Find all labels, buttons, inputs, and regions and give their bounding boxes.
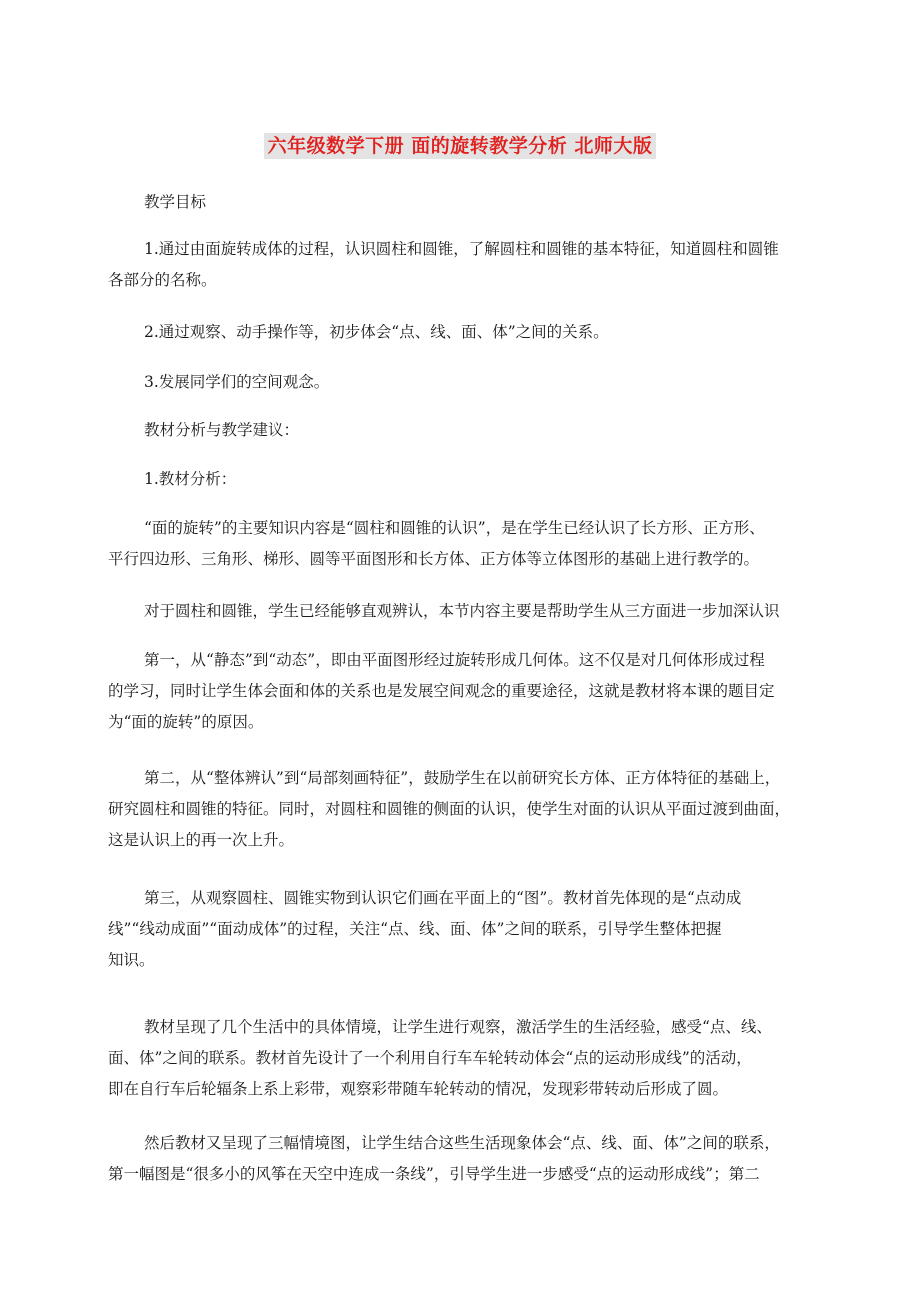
paragraph-three-pictures	[108, 1128, 813, 1190]
paragraph-line: 知识。	[108, 951, 155, 969]
paragraph-line: 第二，从“整体辨认”到“局部刻画特征”，鼓励学生在以前研究长方体、正方体特征的基础上，	[144, 769, 781, 787]
document-title	[0, 133, 920, 160]
paragraph-line: 这是认识上的再一次上升。	[108, 831, 295, 849]
paragraph-line: 第一，从“静态”到“动态”，即由平面图形经过旋转形成几何体。这不仅是对几何体形成过程	[144, 651, 765, 669]
document-title-text: 六年级数学下册 面的旋转教学分析 北师大版	[264, 133, 657, 159]
paragraph-line: 线”“线动成面”“面动成体”的过程，关注“点、线、面、体”之间的联系，引导学生整体把握	[108, 920, 722, 938]
paragraph-line: 的学习，同时让学生体会面和体的关系也是发展空间观念的重要途径，这就是教材将本课的题目定	[108, 682, 775, 700]
paragraph-line: 第一幅图是“很多小的风筝在天空中连成一条线”，引导学生进一步感受“点的运动形成线”；第二	[108, 1165, 760, 1183]
paragraph-line: 第三，从观察圆柱、圆锥实物到认识它们画在平面上的“图”。教材首先体现的是“点动成	[144, 889, 742, 907]
paragraph-analysis-subheading	[108, 464, 849, 495]
paragraph-goal-3	[108, 367, 849, 398]
paragraph-line: 对于圆柱和圆锥，学生已经能够直观辨认，本节内容主要是帮助学生从三方面进一步加深认识	[144, 602, 780, 620]
paragraph-content-overview	[108, 513, 813, 575]
paragraph-line: 平行四边形、三角形、梯形、圆等平面图形和长方体、正方体等立体图形的基础上进行教学的。	[108, 550, 760, 568]
paragraph-goal-1	[108, 234, 813, 296]
paragraph-line: 教材呈现了几个生活中的具体情境，让学生进行观察，激活学生的生活经验，感受“点、线、	[144, 1018, 772, 1036]
paragraph-line: 教材分析与教学建议：	[144, 421, 300, 439]
paragraph-goal-2	[108, 317, 849, 348]
paragraph-three-aspects	[108, 596, 849, 627]
paragraph-line: 1.通过由面旋转成体的过程，认识圆柱和圆锥，了解圆柱和圆锥的基本特征，知道圆柱和圆锥	[144, 240, 779, 258]
paragraph-aspect-2	[108, 763, 813, 856]
paragraph-aspect-3	[108, 883, 813, 976]
paragraph-aspect-1	[108, 645, 813, 738]
paragraph-line: 2.通过观察、动手操作等，初步体会“点、线、面、体”之间的关系。	[144, 323, 609, 341]
paragraph-teaching-goals-heading	[108, 187, 849, 218]
paragraph-line: 研究圆柱和圆锥的特征。同时，对圆柱和圆锥的侧面的认识，使学生对面的认识从平面过渡到曲面，	[108, 800, 791, 818]
paragraph-life-situations	[108, 1012, 813, 1105]
paragraph-line: “面的旋转”的主要知识内容是“圆柱和圆锥的认识”，是在学生已经认识了长方形、正方形、	[144, 519, 765, 537]
paragraph-line: 即在自行车后轮辐条上系上彩带，观察彩带随车轮转动的情况，发现彩带转动后形成了圆。	[108, 1080, 729, 1098]
paragraph-line: 为“面的旋转”的原因。	[108, 713, 264, 731]
paragraph-analysis-heading	[108, 415, 849, 446]
paragraph-line: 然后教材又呈现了三幅情境图，让学生结合这些生活现象体会“点、线、面、体”之间的联系，	[144, 1134, 780, 1152]
paragraph-line: 教学目标	[144, 193, 207, 211]
paragraph-line: 3.发展同学们的空间观念。	[144, 373, 330, 391]
paragraph-line: 面、体”之间的联系。教材首先设计了一个利用自行车车轮转动体会“点的运动形成线”的活动，	[108, 1049, 752, 1067]
paragraph-line: 各部分的名称。	[108, 271, 217, 289]
paragraph-line: 1.教材分析：	[144, 470, 237, 488]
